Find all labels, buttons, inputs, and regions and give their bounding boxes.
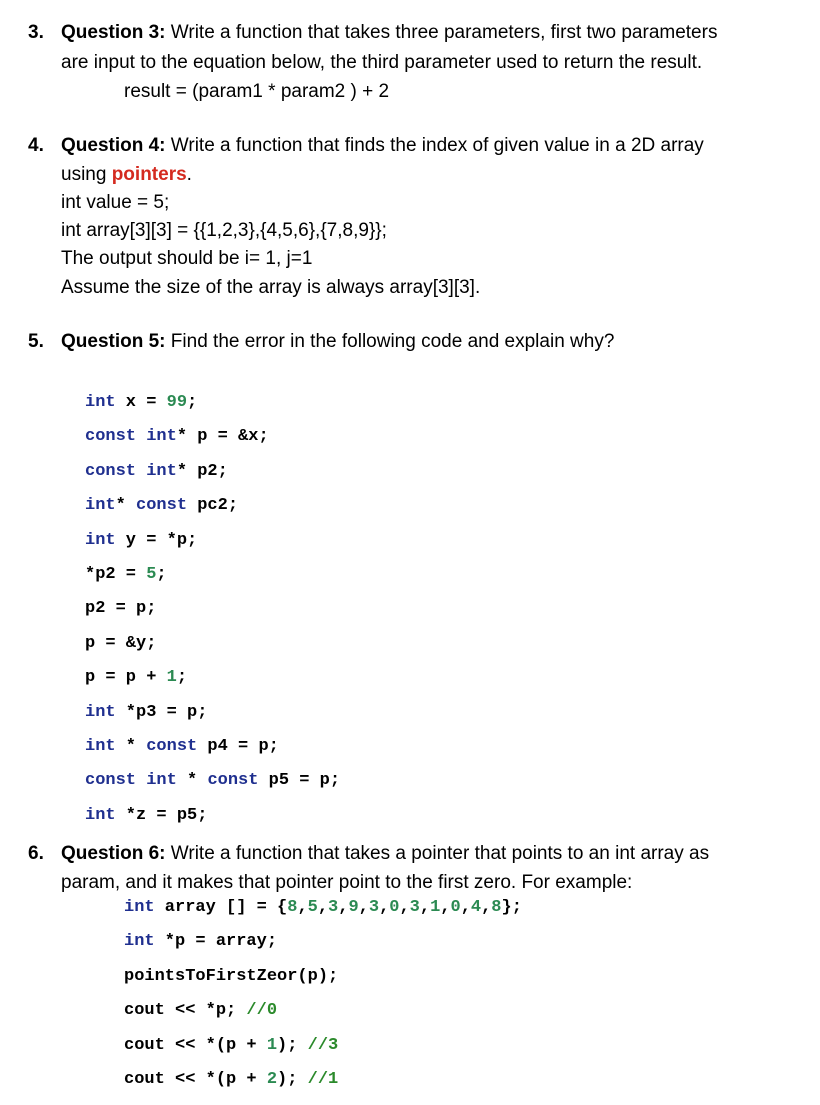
question-6-line-2: param, and it makes that pointer point to the first zero. For example: xyxy=(61,872,633,893)
code-text: p4 = p; xyxy=(197,737,279,756)
question-text: Write a function that takes a pointer that points to an int array as xyxy=(165,843,710,864)
code-text: }; xyxy=(501,898,522,917)
code-line xyxy=(85,565,167,585)
code-keyword: const xyxy=(85,427,137,447)
code-text: *z = p5; xyxy=(115,805,208,825)
code-line xyxy=(85,634,156,654)
code-text: cout << *(p + xyxy=(124,1070,267,1089)
code-comment: //0 xyxy=(246,1001,278,1021)
text-fragment: . xyxy=(186,164,192,185)
code-text: , xyxy=(297,898,308,917)
code-text: , xyxy=(379,898,390,917)
code-comment: //3 xyxy=(307,1035,339,1055)
code-number: 3 xyxy=(409,898,420,917)
code-text xyxy=(136,462,146,481)
question-3-line-2: are input to the equation below, the third parameter used to return the result. xyxy=(61,52,703,73)
question-title: Question 3: xyxy=(61,22,166,43)
code-keyword: int xyxy=(85,496,116,516)
code-text: * xyxy=(115,496,137,516)
code-line xyxy=(124,932,277,952)
question-title: Question 4: xyxy=(61,135,166,156)
code-number: 9 xyxy=(348,898,359,917)
question-number: 4. xyxy=(28,135,44,156)
code-keyword: int xyxy=(85,702,116,722)
code-text: * xyxy=(176,771,208,791)
question-4-line-3: int value = 5; xyxy=(61,192,170,213)
code-text: , xyxy=(419,898,431,917)
code-keyword: int xyxy=(124,898,155,917)
code-text: ; xyxy=(187,393,198,412)
code-number: 3 xyxy=(368,898,380,917)
code-keyword: int xyxy=(85,530,116,550)
code-line xyxy=(124,967,338,987)
code-line xyxy=(85,771,340,791)
code-keyword: int xyxy=(85,393,116,412)
code-text: * p = &x; xyxy=(176,427,269,447)
code-line xyxy=(85,462,228,482)
code-number: 8 xyxy=(491,898,502,917)
code-line xyxy=(85,703,207,723)
code-line xyxy=(85,668,187,688)
question-title: Question 6: xyxy=(61,843,166,864)
question-text: Write a function that finds the index of given value in a 2D array xyxy=(165,135,704,156)
code-text: x = xyxy=(115,393,167,412)
code-text: , xyxy=(440,898,451,917)
question-4-line-4: int array[3][3] = {{1,2,3},{4,5,6},{7,8,9}}; xyxy=(61,220,387,241)
code-text: , xyxy=(399,898,410,917)
code-line xyxy=(85,496,238,516)
code-number: 5 xyxy=(307,898,318,917)
code-number: 4 xyxy=(470,898,482,917)
question-title: Question 5: xyxy=(61,331,166,352)
code-line xyxy=(124,1070,338,1090)
code-text: array [] = { xyxy=(154,898,288,917)
question-4-line-1 xyxy=(61,134,704,158)
question-4-line-5: The output should be i= 1, j=1 xyxy=(61,248,313,269)
equation: result = (param1 * param2 ) + 2 xyxy=(124,81,390,102)
code-line xyxy=(85,737,279,757)
code-text: *p = array; xyxy=(154,932,278,952)
code-text: cout << *p; xyxy=(124,1001,247,1021)
question-4-line-2 xyxy=(61,163,192,187)
emphasis-pointers: pointers xyxy=(111,164,187,185)
code-keyword: const xyxy=(85,771,137,791)
code-text: *p3 = p; xyxy=(115,702,208,722)
code-line xyxy=(85,531,197,551)
code-keyword: int xyxy=(85,737,116,756)
code-text: , xyxy=(358,898,369,917)
text-fragment: using xyxy=(61,164,112,185)
question-6-line-1 xyxy=(61,842,709,866)
code-number: 5 xyxy=(146,565,157,584)
code-text: pc2; xyxy=(187,496,239,516)
code-text xyxy=(136,427,146,446)
code-keyword: int xyxy=(146,427,177,447)
question-number: 3. xyxy=(28,22,44,43)
code-line xyxy=(124,1036,338,1056)
code-keyword: const xyxy=(85,461,137,481)
question-5-line-1 xyxy=(61,330,614,354)
question-4-line-6: Assume the size of the array is always array[3][3]. xyxy=(61,277,481,298)
code-text: ; xyxy=(176,668,188,688)
code-line xyxy=(85,599,156,619)
code-text: , xyxy=(317,898,329,917)
code-keyword: const xyxy=(146,737,198,756)
code-text: , xyxy=(481,898,492,917)
code-line xyxy=(124,1001,277,1021)
code-line xyxy=(85,806,207,826)
code-keyword: int xyxy=(146,771,177,791)
code-text: * p2; xyxy=(176,461,228,481)
question-text: Write a function that takes three parameters, first two parameters xyxy=(165,22,718,43)
code-text: , xyxy=(460,898,471,917)
code-keyword: int xyxy=(124,932,155,952)
code-keyword: int xyxy=(85,805,116,825)
code-number: 0 xyxy=(450,898,461,917)
code-text: ; xyxy=(156,565,167,584)
code-text: cout << *(p + xyxy=(124,1035,267,1055)
code-text: pointsToFirstZeor(p); xyxy=(124,966,339,986)
question-number: 6. xyxy=(28,843,44,864)
code-number: 99 xyxy=(166,393,188,412)
question-text: Find the error in the following code and explain why? xyxy=(165,331,615,352)
code-text xyxy=(136,771,146,790)
code-line xyxy=(85,393,197,413)
code-keyword: const xyxy=(136,496,188,516)
code-text: , xyxy=(338,898,349,917)
code-number: 3 xyxy=(328,898,339,917)
code-text: y = *p; xyxy=(115,530,198,550)
code-comment: //1 xyxy=(307,1070,339,1089)
code-text: * xyxy=(115,737,147,756)
code-text: ); xyxy=(277,1035,308,1055)
code-number: 1 xyxy=(166,668,177,688)
code-text: p5 = p; xyxy=(258,771,341,791)
code-keyword: const xyxy=(207,771,259,791)
code-line xyxy=(85,427,269,447)
code-keyword: int xyxy=(146,461,177,481)
code-number: 2 xyxy=(266,1070,278,1089)
code-text: p = p + xyxy=(85,668,167,688)
code-text: p = &y; xyxy=(85,633,157,653)
code-number: 1 xyxy=(430,898,441,917)
question-3-line-1 xyxy=(61,21,717,45)
code-text: p2 = p; xyxy=(85,599,157,619)
code-text: ); xyxy=(277,1070,308,1089)
code-number: 1 xyxy=(266,1035,278,1055)
code-text: *p2 = xyxy=(85,565,147,584)
question-number: 5. xyxy=(28,331,44,352)
code-number: 8 xyxy=(287,898,298,917)
code-line xyxy=(124,898,522,918)
code-number: 0 xyxy=(389,898,400,917)
